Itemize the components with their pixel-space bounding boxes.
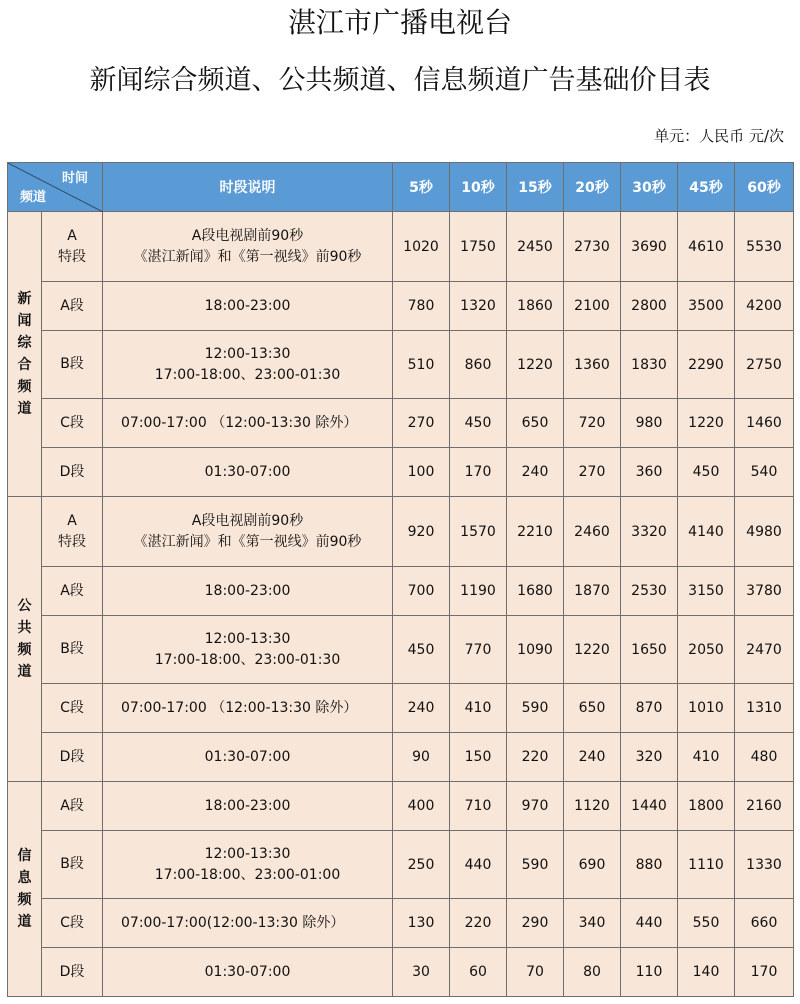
price-cell: 2530 — [621, 567, 678, 616]
price-cell: 100 — [393, 448, 450, 497]
price-cell: 700 — [393, 567, 450, 616]
time-desc-cell — [103, 282, 393, 331]
price-cell: 710 — [450, 782, 507, 831]
price-cell: 3150 — [678, 567, 735, 616]
price-cell: 320 — [621, 733, 678, 782]
price-cell: 4140 — [678, 497, 735, 567]
segment-cell — [42, 399, 103, 448]
corner-time-label: 时间 — [61, 171, 88, 186]
price-cell: 1190 — [450, 567, 507, 616]
table-row — [8, 212, 794, 282]
price-cell: 2290 — [678, 331, 735, 399]
price-cell: 2210 — [507, 497, 564, 567]
price-cell: 140 — [678, 948, 735, 997]
table-row — [8, 831, 794, 899]
price-cell: 1570 — [450, 497, 507, 567]
table-row — [8, 899, 794, 948]
segment-label: A 特段 — [58, 512, 86, 550]
price-cell: 30 — [393, 948, 450, 997]
time-desc-line: 12:00-13:30 — [204, 345, 291, 362]
price-cell: 4610 — [678, 212, 735, 282]
price-cell: 3320 — [621, 497, 678, 567]
header-row — [8, 163, 794, 212]
segment-cell — [42, 497, 103, 567]
desc-header: 时段说明 — [103, 163, 393, 212]
table-row — [8, 282, 794, 331]
table-row — [8, 399, 794, 448]
price-cell: 1090 — [507, 616, 564, 684]
segment-cell — [42, 448, 103, 497]
page-subtitle: 新闻综合频道、公共频道、信息频道广告基础价目表 — [89, 65, 711, 96]
segment-cell — [42, 831, 103, 899]
price-cell: 2100 — [564, 282, 621, 331]
table-row — [8, 733, 794, 782]
segment-cell — [42, 567, 103, 616]
price-cell: 650 — [507, 399, 564, 448]
segment-cell — [42, 899, 103, 948]
time-desc-line: 12:00-13:30 — [204, 630, 291, 647]
time-desc-cell — [103, 684, 393, 733]
time-desc-line: 01:30-07:00 — [204, 963, 291, 980]
time-desc-cell — [103, 497, 393, 567]
time-desc-line: 07:00-17:00 （12:00-13:30 除外） — [121, 414, 358, 431]
price-cell: 880 — [621, 831, 678, 899]
price-cell: 4980 — [735, 497, 794, 567]
page-title: 湛江市广播电视台 — [287, 6, 512, 39]
price-cell: 3690 — [621, 212, 678, 282]
price-cell: 1120 — [564, 782, 621, 831]
segment-label: D段 — [59, 463, 85, 480]
price-cell: 1680 — [507, 567, 564, 616]
price-cell: 980 — [621, 399, 678, 448]
channel-name-cell — [8, 782, 42, 997]
price-cell: 80 — [564, 948, 621, 997]
time-desc-cell — [103, 616, 393, 684]
price-cell: 1110 — [678, 831, 735, 899]
time-desc-line: 07:00-17:00(12:00-13:30 除外） — [121, 914, 345, 931]
segment-label: B段 — [60, 356, 84, 372]
duration-header: 45秒 — [678, 163, 735, 212]
channel-name: 新闻综合频道 — [17, 291, 32, 417]
segment-label: A段 — [60, 582, 84, 599]
time-desc-line: A段电视剧前90秒 — [191, 227, 304, 244]
table-row — [8, 684, 794, 733]
time-desc-cell — [103, 567, 393, 616]
price-cell: 860 — [450, 331, 507, 399]
time-desc-line: 17:00-18:00、23:00-01:30 — [154, 651, 341, 668]
price-cell: 690 — [564, 831, 621, 899]
price-cell: 970 — [507, 782, 564, 831]
segment-cell — [42, 948, 103, 997]
price-cell: 400 — [393, 782, 450, 831]
price-cell: 410 — [678, 733, 735, 782]
price-cell: 3500 — [678, 282, 735, 331]
price-cell: 870 — [621, 684, 678, 733]
time-desc-line: 《湛江新闻》和《第一视线》前90秒 — [133, 248, 362, 265]
time-desc-line: 01:30-07:00 — [204, 463, 291, 480]
segment-cell — [42, 684, 103, 733]
price-cell: 780 — [393, 282, 450, 331]
price-table-body — [8, 212, 794, 997]
duration-header: 15秒 — [507, 163, 564, 212]
price-cell: 70 — [507, 948, 564, 997]
time-desc-line: 01:30-07:00 — [204, 748, 291, 765]
price-cell: 130 — [393, 899, 450, 948]
time-desc-cell — [103, 448, 393, 497]
segment-label: A段 — [60, 297, 84, 314]
time-desc-line: 17:00-18:00、23:00-01:30 — [154, 366, 341, 383]
price-cell: 2730 — [564, 212, 621, 282]
duration-header: 60秒 — [735, 163, 794, 212]
price-cell: 480 — [735, 733, 794, 782]
time-desc-cell — [103, 948, 393, 997]
price-cell: 1330 — [735, 831, 794, 899]
segment-label: D段 — [59, 748, 85, 765]
price-cell: 2750 — [735, 331, 794, 399]
price-cell: 1360 — [564, 331, 621, 399]
price-cell: 4200 — [735, 282, 794, 331]
price-cell: 270 — [564, 448, 621, 497]
price-cell: 1220 — [564, 616, 621, 684]
price-cell: 270 — [393, 399, 450, 448]
time-desc-cell — [103, 733, 393, 782]
segment-label: C段 — [60, 414, 84, 431]
price-cell: 1650 — [621, 616, 678, 684]
price-cell: 540 — [735, 448, 794, 497]
segment-cell — [42, 782, 103, 831]
price-cell: 1460 — [735, 399, 794, 448]
price-cell: 240 — [564, 733, 621, 782]
channel-name: 公共频道 — [17, 598, 32, 680]
time-desc-line: 18:00-23:00 — [204, 582, 291, 599]
price-cell: 410 — [450, 684, 507, 733]
segment-cell — [42, 282, 103, 331]
price-cell: 510 — [393, 331, 450, 399]
price-cell: 920 — [393, 497, 450, 567]
segment-cell — [42, 616, 103, 684]
segment-cell — [42, 212, 103, 282]
price-cell: 360 — [621, 448, 678, 497]
time-desc-line: 《湛江新闻》和《第一视线》前90秒 — [133, 533, 362, 550]
price-cell: 240 — [393, 684, 450, 733]
price-cell: 2160 — [735, 782, 794, 831]
price-cell: 1440 — [621, 782, 678, 831]
price-table — [7, 162, 794, 997]
duration-header: 10秒 — [450, 163, 507, 212]
price-cell: 1020 — [393, 212, 450, 282]
time-desc-line: 17:00-18:00、23:00-01:00 — [154, 866, 341, 883]
corner-channel-label: 频道 — [20, 190, 47, 205]
price-cell: 450 — [450, 399, 507, 448]
time-desc-cell — [103, 331, 393, 399]
price-cell: 250 — [393, 831, 450, 899]
price-cell: 1860 — [507, 282, 564, 331]
table-row — [8, 948, 794, 997]
price-cell: 1870 — [564, 567, 621, 616]
price-cell: 240 — [507, 448, 564, 497]
price-cell: 660 — [735, 899, 794, 948]
price-cell: 720 — [564, 399, 621, 448]
price-cell: 2800 — [621, 282, 678, 331]
segment-label: B段 — [60, 641, 84, 657]
table-row — [8, 567, 794, 616]
price-cell: 220 — [450, 899, 507, 948]
segment-label: A段 — [60, 797, 84, 814]
segment-cell — [42, 331, 103, 399]
time-desc-line: 12:00-13:30 — [204, 845, 291, 862]
price-cell: 1800 — [678, 782, 735, 831]
price-cell: 650 — [564, 684, 621, 733]
duration-header: 5秒 — [393, 163, 450, 212]
time-desc-line: A段电视剧前90秒 — [191, 512, 304, 529]
price-cell: 1220 — [678, 399, 735, 448]
price-cell: 770 — [450, 616, 507, 684]
channel-name-cell — [8, 497, 42, 782]
price-cell: 2460 — [564, 497, 621, 567]
time-desc-line: 18:00-23:00 — [204, 297, 291, 314]
segment-label: D段 — [59, 963, 85, 980]
segment-label: A 特段 — [58, 227, 86, 265]
price-cell: 60 — [450, 948, 507, 997]
price-cell: 440 — [621, 899, 678, 948]
duration-header: 30秒 — [621, 163, 678, 212]
table-row — [8, 448, 794, 497]
price-cell: 2450 — [507, 212, 564, 282]
segment-label: C段 — [60, 699, 84, 716]
price-cell: 1750 — [450, 212, 507, 282]
unit-label: 单元：人民币 元/次 — [654, 127, 784, 145]
table-row — [8, 782, 794, 831]
price-cell: 170 — [735, 948, 794, 997]
price-cell: 590 — [507, 684, 564, 733]
price-cell: 1830 — [621, 331, 678, 399]
price-cell: 3780 — [735, 567, 794, 616]
duration-header: 20秒 — [564, 163, 621, 212]
time-desc-cell — [103, 831, 393, 899]
price-cell: 290 — [507, 899, 564, 948]
time-desc-cell — [103, 782, 393, 831]
corner-header-cell — [8, 163, 103, 212]
time-desc-cell — [103, 212, 393, 282]
segment-cell — [42, 733, 103, 782]
price-cell: 150 — [450, 733, 507, 782]
price-cell: 450 — [678, 448, 735, 497]
price-cell: 90 — [393, 733, 450, 782]
table-row — [8, 331, 794, 399]
price-cell: 220 — [507, 733, 564, 782]
price-cell: 1220 — [507, 331, 564, 399]
channel-name: 信息频道 — [17, 848, 32, 930]
table-row — [8, 497, 794, 567]
price-cell: 340 — [564, 899, 621, 948]
time-desc-cell — [103, 399, 393, 448]
price-cell: 1320 — [450, 282, 507, 331]
segment-label: B段 — [60, 856, 84, 872]
table-row — [8, 616, 794, 684]
price-cell: 1010 — [678, 684, 735, 733]
price-cell: 170 — [450, 448, 507, 497]
price-cell: 5530 — [735, 212, 794, 282]
channel-name-cell — [8, 212, 42, 497]
price-cell: 2050 — [678, 616, 735, 684]
price-cell: 440 — [450, 831, 507, 899]
price-cell: 2470 — [735, 616, 794, 684]
price-cell: 110 — [621, 948, 678, 997]
time-desc-line: 07:00-17:00 （12:00-13:30 除外） — [121, 699, 358, 716]
price-cell: 1310 — [735, 684, 794, 733]
segment-label: C段 — [60, 914, 84, 931]
time-desc-cell — [103, 899, 393, 948]
price-cell: 550 — [678, 899, 735, 948]
price-cell: 590 — [507, 831, 564, 899]
time-desc-line: 18:00-23:00 — [204, 797, 291, 814]
price-cell: 450 — [393, 616, 450, 684]
